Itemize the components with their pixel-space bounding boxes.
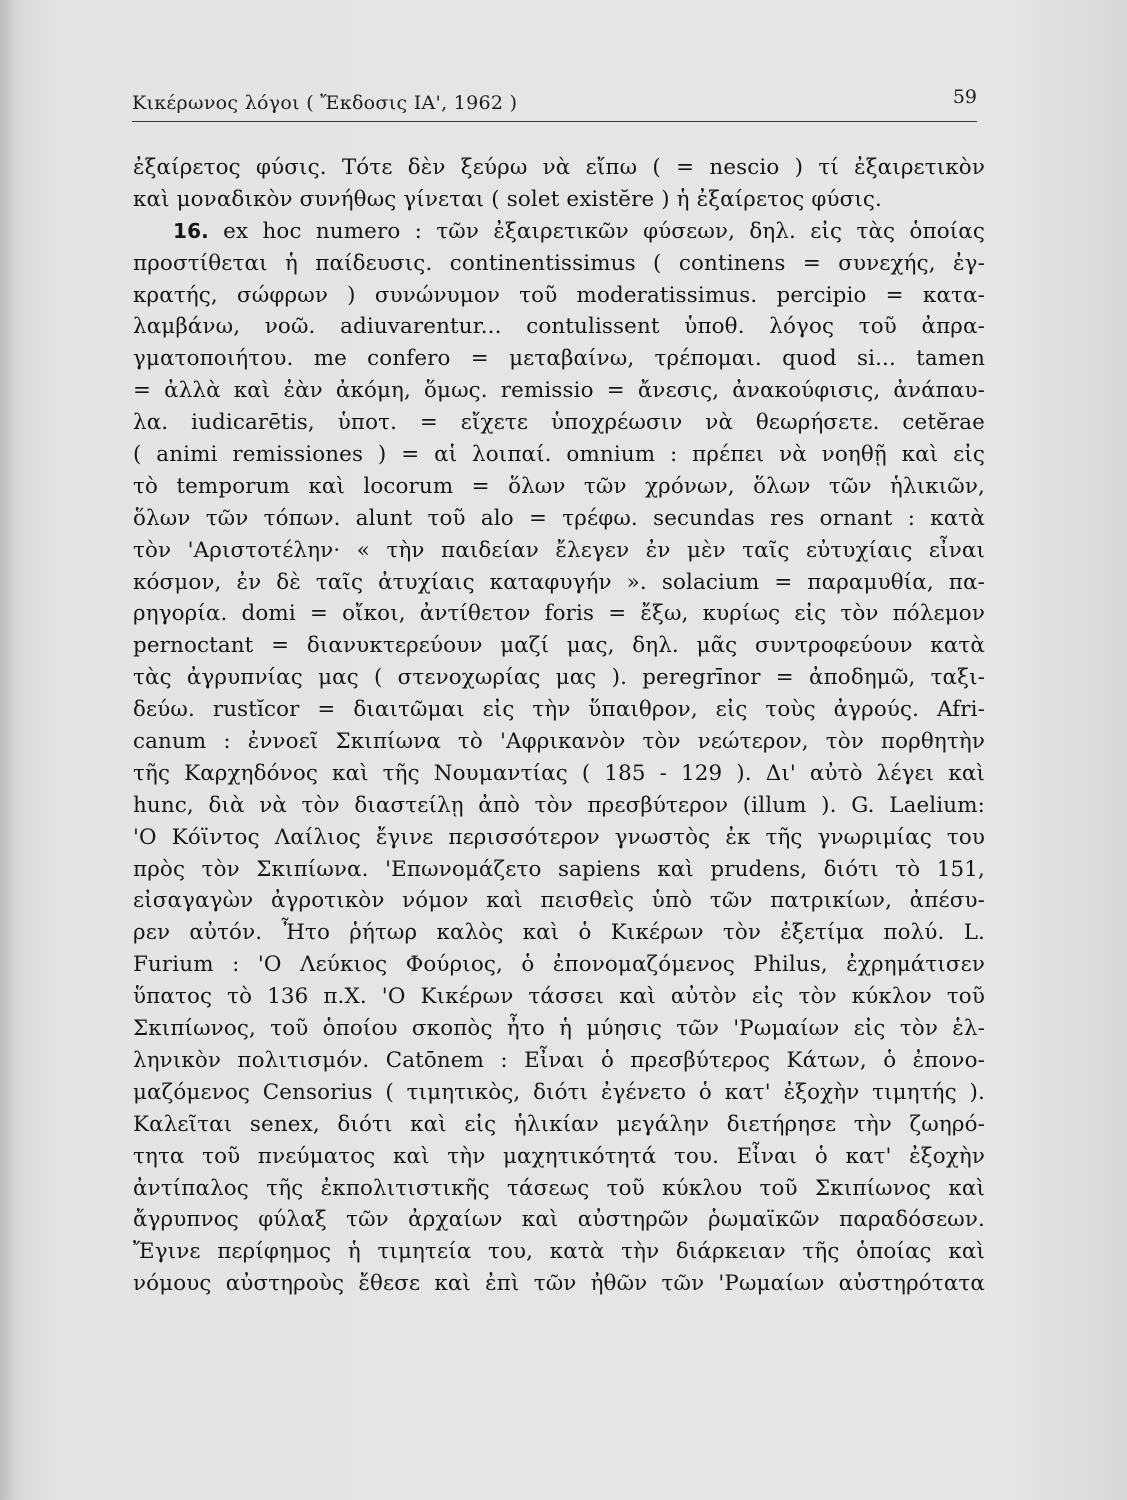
text-line: προστίθεται ἡ παίδευσις. continentissimus ( continens = συνεχής, ἐγ- <box>133 250 985 276</box>
text-line: canum : ἐννοεῖ Σκιπίωνα τὸ 'Αφρικανὸν τὸν νεώτερον, τὸν πορθητὴν <box>133 729 985 755</box>
running-header-title: Κικέρωνος λόγοι ( Ἔκδοσις ΙΑ', 1962 ) <box>132 92 518 114</box>
text-line: ἀντίπαλος τῆς ἐκπολιτιστικῆς τάσεως τοῦ κύκλου τοῦ Σκιπίωνος καὶ <box>133 1175 985 1201</box>
text-line: Καλεῖται senex, διότι καὶ εἰς ἡλικίαν μεγάλην διετήρησε τὴν ζωηρό- <box>133 1111 985 1137</box>
text-line: = ἀλλὰ καὶ ἐὰν ἀκόμη, ὅμως. remissio = ἄνεσις, ἀνακούφισις, ἀνάπαυ- <box>133 378 985 404</box>
text-line: γματοποιήτου. me confero = μεταβαίνω, τρέπομαι. quod si... tamen <box>133 346 985 372</box>
text-line: λαμβάνω, νοῶ. adiuvarentur... contulissent ὑποθ. λόγος τοῦ ἀπρα- <box>133 314 985 340</box>
text-line-content: ex hoc numero : τῶν ἐξαιρετικῶν φύσεων, δηλ. εἰς τὰς ὁποίας <box>208 218 985 244</box>
page-number: 59 <box>952 86 977 108</box>
running-header <box>132 86 977 120</box>
text-line: Σκιπίωνος, τοῦ ὁποίου σκοπὸς ἦτο ἡ μύησις τῶν 'Ρωμαίων εἰς τὸν ἑλ- <box>133 1016 985 1042</box>
text-line: ( animi remissiones ) = αἱ λοιπαί. omnium : πρέπει νὰ νοηθῇ καὶ εἰς <box>133 442 985 468</box>
text-line: τῆς Καρχηδόνος καὶ τῆς Νουμαντίας ( 185 - 129 ). Δι' αὐτὸ λέγει καὶ <box>133 760 985 786</box>
text-line: τὸν 'Αριστοτέλην· « τὴν παιδείαν ἔλεγεν ἐν μὲν ταῖς εὐτυχίαις εἶναι <box>133 537 985 563</box>
text-line: ρεν αὐτόν. Ἦτο ῥήτωρ καλὸς καὶ ὁ Κικέρων τὸν ἐξετίμα πολύ. L. <box>133 920 985 946</box>
header-rule <box>132 121 977 122</box>
commentary-text <box>133 152 985 1300</box>
text-line: 'Ο Κόϊντος Λαίλιος ἔγινε περισσότερον γνωστὸς ἐκ τῆς γνωριμίας του <box>133 824 985 850</box>
text-line: δεύω. rustĭcor = διαιτῶμαι εἰς τὴν ὕπαιθρον, εἰς τοὺς ἀγρούς. Afri- <box>133 697 985 723</box>
text-line: ὅλων τῶν τόπων. alunt τοῦ alo = τρέφω. secundas res ornant : κατὰ <box>133 505 985 531</box>
text-line: ἄγρυπνος φύλαξ τῶν ἀρχαίων καὶ αὐστηρῶν ῥωμαϊκῶν παραδόσεων. <box>133 1207 985 1233</box>
text-line: κρατής, σώφρων ) συνώνυμον τοῦ moderatissimus. percipio = κατα- <box>133 282 985 308</box>
text-line: pernoctant = διανυκτερεύουν μαζί μας, δηλ. μᾶς συντροφεύουν κατὰ <box>133 633 985 659</box>
text-line: ληνικὸν πολιτισμόν. Catōnem : Εἶναι ὁ πρεσβύτερος Κάτων, ὁ ἐπονο- <box>133 1047 985 1073</box>
text-line: ρηγορία. domi = οἴκοι, ἀντίθετον foris = ἔξω, κυρίως εἰς τὸν πόλεμον <box>133 601 985 627</box>
text-line: Ἔγινε περίφημος ἡ τιμητεία του, κατὰ τὴν διάρκειαν τῆς ὁποίας καὶ <box>133 1239 985 1265</box>
text-line: πρὸς τὸν Σκιπίωνα. 'Επωνομάζετο sapiens καὶ prudens, διότι τὸ 151, <box>133 856 985 882</box>
text-line: κόσμον, ἐν δὲ ταῖς ἀτυχίαις καταφυγήν ». solacium = παραμυθία, πα- <box>133 569 985 595</box>
text-line: εἰσαγαγὼν ἀγροτικὸν νόμον καὶ πεισθεὶς ὑπὸ τῶν πατρικίων, ἀπέσυ- <box>133 888 985 914</box>
text-line: hunc, διὰ νὰ τὸν διαστείλῃ ἀπὸ τὸν πρεσβύτερον (illum ). G. Laelium: <box>133 792 985 818</box>
section-number: 16. <box>173 218 209 243</box>
text-line: τὰς ἀγρυπνίας μας ( στενοχωρίας μας ). peregrīnor = ἀποδημῶ, ταξι- <box>133 665 985 691</box>
text-line: μαζόμενος Censorius ( τιμητικὸς, διότι ἐγένετο ὁ κατ' ἐξοχὴν τιμητής ). <box>133 1079 985 1105</box>
text-line: λα. iudicarētis, ὑποτ. = εἴχετε ὑποχρέωσιν νὰ θεωρήσετε. cetĕrae <box>133 410 985 436</box>
text-line: νόμους αὐστηροὺς ἔθεσε καὶ ἐπὶ τῶν ἠθῶν τῶν 'Ρωμαίων αὐστηρότατα <box>133 1271 985 1297</box>
text-line: τητα τοῦ πνεύματος καὶ τὴν μαχητικότητά του. Εἶναι ὁ κατ' ἐξοχὴν <box>133 1143 985 1169</box>
text-line: ὕπατος τὸ 136 π.Χ. 'Ο Κικέρων τάσσει καὶ αὐτὸν εἰς τὸν κύκλον τοῦ <box>133 984 985 1010</box>
text-line: Furium : 'Ο Λεύκιος Φούριος, ὁ ἐπονομαζόμενος Philus, ἐχρημάτισεν <box>133 952 985 978</box>
text-line: καὶ μοναδικὸν συνήθως γίνεται ( solet existĕre ) ἡ ἐξαίρετος φύσις. <box>133 186 882 212</box>
text-line <box>133 216 985 248</box>
text-line: ἐξαίρετος φύσις. Τότε δὲν ξεύρω νὰ εἴπω ( = nescio ) τί ἐξαιρετικὸν <box>133 155 985 180</box>
text-line: τὸ temporum καὶ locorum = ὅλων τῶν χρόνων, ὅλων τῶν ἡλικιῶν, <box>133 473 985 499</box>
